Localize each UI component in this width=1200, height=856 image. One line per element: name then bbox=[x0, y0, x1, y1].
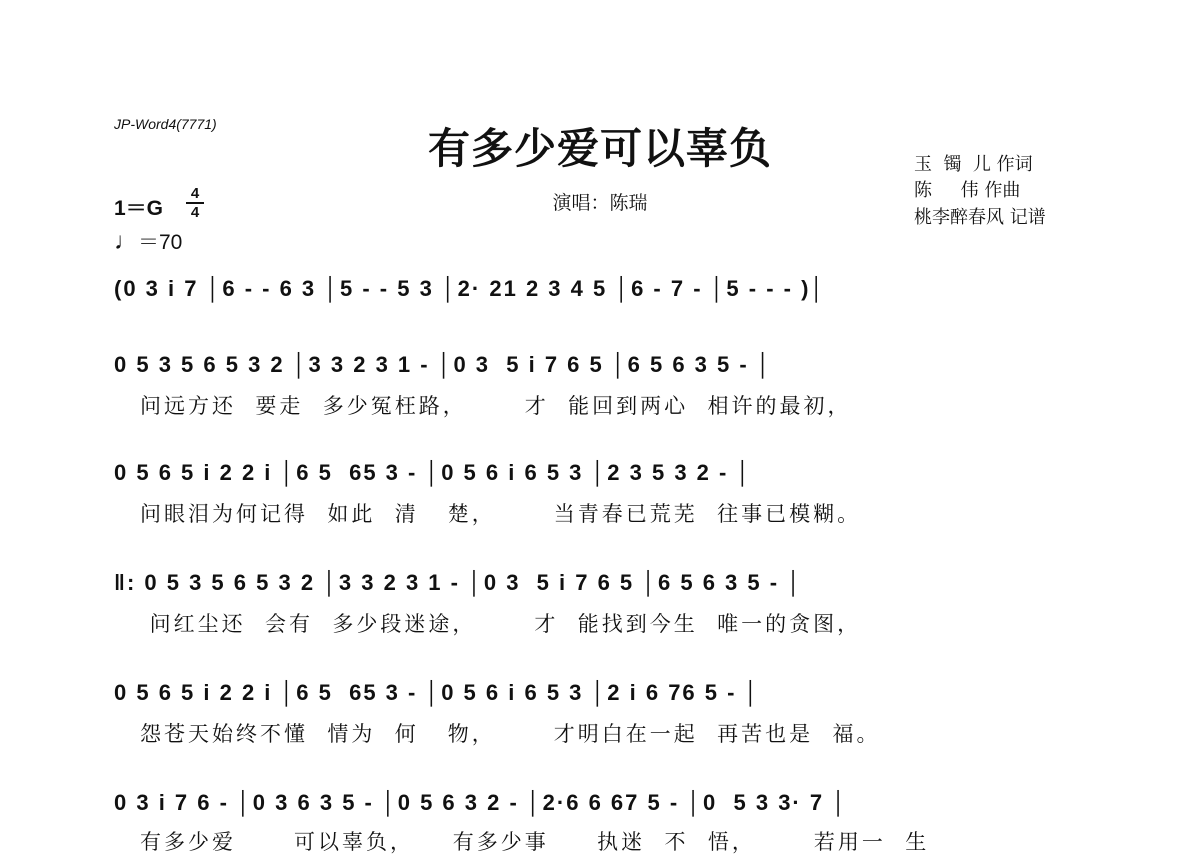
lyricist-credit: 玉 镯 儿 作词 bbox=[914, 154, 1033, 175]
score-music-row: 0 3 i 7 6 - │0 3 6 3 5 - │0 5 6 3 2 - │2·6 6 67 5 - │0 5 3 3· 7 │ bbox=[114, 790, 848, 815]
composer-credit: 陈 伟 作曲 bbox=[914, 180, 1021, 201]
software-label: JP-Word4(7771) bbox=[114, 116, 217, 132]
score-music-row: 0 5 6 5 i 2 2 i │6 5 65 3 - │0 5 6 i 6 5 3 │2 3 5 3 2 - │ bbox=[114, 460, 753, 485]
song-title: 有多少爱可以辜负 bbox=[427, 124, 772, 173]
lyric-row: 问眼泪为何记得 如此 清 楚， 当青春已荒芜 往事已模糊。 bbox=[140, 502, 862, 526]
score-music-row: 0 5 3 5 6 5 3 2 │3 3 2 3 1 - │0 3 5 i 7 6 5 │6 5 6 3 5 - │ bbox=[114, 352, 773, 377]
time-signature-top: 4 bbox=[190, 185, 200, 202]
lyric-row: 怨苍天始终不懂 情为 何 物， 才明白在一起 再苦也是 福。 bbox=[140, 722, 881, 746]
lyric-row: 有多少爱 可以辜负， 有多少事 执迷 不 悟， 若用一 生 bbox=[140, 830, 930, 854]
score-music-row: (0 3 i 7 │6 - - 6 3 │5 - - 5 3 │2· 21 2 3 4 5 │6 - 7 - │5 - - - )│ bbox=[114, 276, 827, 301]
singer-credit: 演唱：陈瑞 bbox=[552, 192, 648, 214]
time-signature-bottom: 4 bbox=[190, 204, 200, 221]
tempo-marking bbox=[114, 226, 182, 256]
transcriber-credit: 桃李醉春风 记谱 bbox=[914, 207, 1046, 228]
lyric-row: 问远方还 要走 多少冤枉路， 才 能回到两心 相许的最初， bbox=[140, 394, 852, 418]
key-signature: 1＝G bbox=[114, 197, 164, 220]
tempo-value: ＝70 bbox=[138, 231, 183, 254]
quarter-note-icon: ♩ bbox=[114, 228, 138, 255]
time-signature bbox=[186, 186, 204, 220]
score-music-row: ‖: 0 5 3 5 6 5 3 2 │3 3 2 3 1 - │0 3 5 i 7 6 5 │6 5 6 3 5 - │ bbox=[114, 570, 803, 595]
lyric-row: 问红尘还 会有 多少段迷途， 才 能找到今生 唯一的贪图， bbox=[140, 612, 862, 636]
score-music-row: 0 5 6 5 i 2 2 i │6 5 65 3 - │0 5 6 i 6 5 3 │2 i 6 76 5 - │ bbox=[114, 680, 761, 705]
